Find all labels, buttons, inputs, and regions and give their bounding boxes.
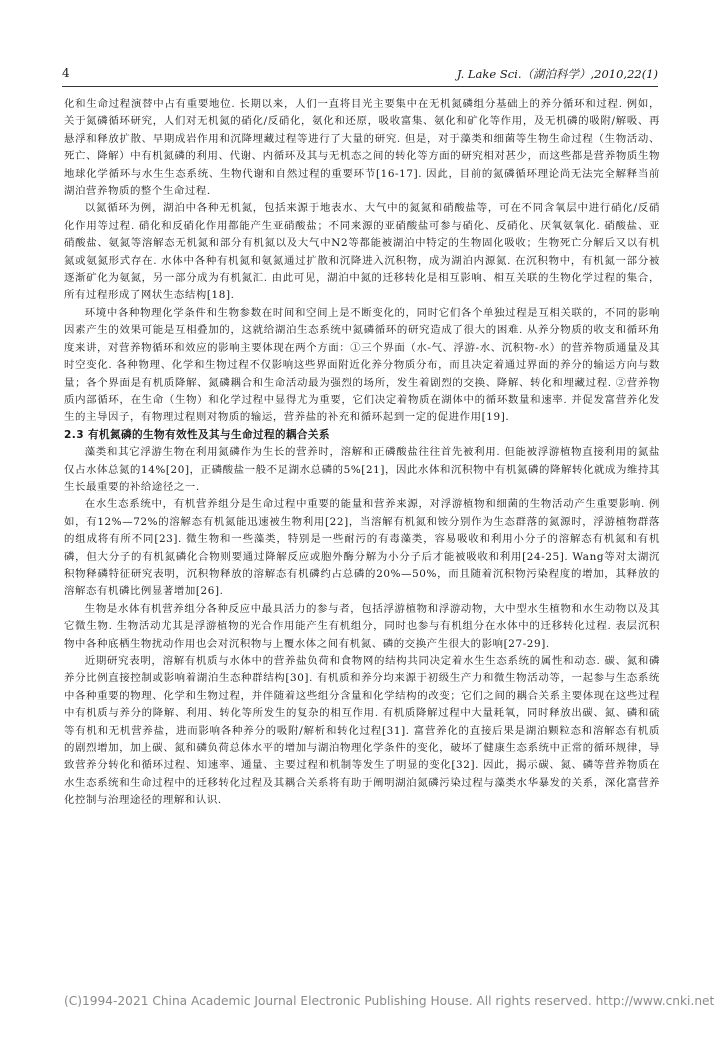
running-header: J. Lake Sci.（湖泊科学）,2010,22(1)	[456, 67, 658, 81]
paragraph-5: 在水生态系统中，有机营养组分是生命过程中重要的能量和营养来源，对浮游植物和细菌的生物活动产生重要影响. 例如，有12%—72%的溶解态有机氮能迅速被生物利用[22]，当溶解有机氮和铵分别作为生态群落的氮源时，浮游植物群落的组成将有所不同[23]. 微生物和一些藻类，特别是一些耐污的有毒藻类，容易吸收和利用小分子的溶解态有机氮和有机磷，但大分子的有机氮磷化合物则要通过降解反应或胞外酶分解为小分子后才能被吸收和利用[24-25]. Wang等对太湖沉积物释磷特征研究表明，沉积物释放的溶解态有机磷约占总磷的20%—50%，而且随着沉积物污染程度的增加，其释放的溶解态有机磷比例显著增加[26].	[64, 498, 660, 598]
paragraph-4: 藻类和其它浮游生物在利用氮磷作为生长的营养时，溶解和正磷酸盐往往首先被利用. 但能被浮游植物直接利用的氮盐仅占水体总氮的14%[20]，正磷酸盐一般不足湖水总磷的5%[21]，因此水体和沉积物中有机氮磷的降解转化就成为维持其生长最重要的补给途径之一.	[64, 446, 660, 493]
page-number: 4	[62, 66, 70, 80]
article-body	[64, 96, 660, 810]
paragraph-3: 环境中各种物理化学条件和生物参数在时间和空间上是不断变化的，同时它们各个单独过程是互相关联的，不同的影响因素产生的效果可能是互相叠加的，这就给湖泊生态系统中氮磷循环的研究造成了很大的困难. 从养分物质的收支和循环角度来讲，对营养物循环和效应的影响主要体现在两个方面：①三个界面（水-气、浮游-水、沉积物-水）的营养物质通量及其时空变化. 各种物理、化学和生物过程不仅影响这些界面附近化养分物质分布，而且决定着通过界面的养分的输运方向与数量；各个界面是有机质降解、氮磷耦合和生命活动最为强烈的场所，发生着剧烈的交换、降解、转化和埋藏过程. ②营养物质内部循环，在生命（生物）和化学过程中显得尤为重要，它们决定着物质在湖体中的循环数量和速率. 并促发富营养化发生的主导因子，有物理过程则对物质的输运，营养盐的补充和循环起到一定的促进作用[19].	[64, 306, 660, 424]
header-rule	[62, 86, 658, 87]
paragraph-6: 生物是水体有机营养组分各种反应中最具活力的参与者，包括浮游植物和浮游动物，大中型水生植物和水生动物以及其它微生物. 生物活动尤其是浮游植物的光合作用能产生有机组分，同时也参与有机组分在水体中的迁移转化过程. 表层沉积物中各种底栖生物扰动作用也会对沉积物与上覆水体之间有机氮、磷的交换产生很大的影响[27-29].	[64, 602, 660, 650]
section-heading: 2.3 有机氮磷的生物有效性及其与生命过程的耦合关系	[64, 428, 330, 441]
paragraph-1: 化和生命过程演替中占有重要地位. 长期以来，人们一直将目光主要集中在无机氮磷组分基础上的养分循环和过程. 例如，关于氮磷循环研究，人们对无机氮的硝化/反硝化，氨化和还原，吸收富集、氨化和矿化等作用，及无机磷的吸附/解吸、再悬浮和释放扩散、早期成岩作用和沉降埋藏过程等进行了大量的研究. 但是，对于藻类和细菌等生物生命过程（生物活动、死亡、降解）中有机氮磷的利用、代谢、内循环及其与无机态之间的转化等方面的研究相对甚少，而这些都是营养物质生物地球化学循环与水生生态系统、生物代谢和自然过程的重要环节[16-17]. 因此，目前的氮磷循环理论尚无法完全解释当前湖泊营养物质的整个生命过程.	[64, 98, 660, 198]
paragraph-7: 近期研究表明，溶解有机质与水体中的营养盐负荷和食物网的结构共同决定着水生生态系统的属性和动态. 碳、氮和磷养分比例直接控制或影响着湖泊生态种群结构[30]. 有机质和养分均来源于初级生产力和微生物活动等，一起参与生态系统中各种重要的物理、化学和生物过程，并伴随着这些组分含量和化学结构的改变；它们之间的耦合关系主要体现在这些过程中有机质与养分的降解、利用、转化等所发生的复杂的相互作用. 有机质降解过程中大量耗氧，同时释放出碳、氮、磷和硫等有机和无机营养盐，进而影响各种养分的吸附/解析和转化过程[31]. 富营养化的直接后果是湖泊颗粒态和溶解态有机质的剧烈增加，加上碳、氮和磷负荷总体水平的增加与湖泊物理化学条件的变化，破坏了健康生态系统中正常的循环规律，导致营养分转化和循环过程、知速率、通量、主要过程和机制等发生了明显的变化[32]. 因此，揭示碳、氮、磷等营养物质在水生态系统和生命过程中的迁移转化过程及其耦合关系将有助于阐明湖泊氮磷污染过程与藻类水华暴发的关系，深化富营养化控制与治理途径的理解和认识.	[64, 655, 660, 807]
paragraph-2: 以氮循环为例，湖泊中各种无机氮，包括来源于地表水、大气中的氮氮和硝酸盐等，可在不同含氧层中进行硝化/反硝化作用等过程. 硝化和反硝化作用都能产生亚硝酸盐；不同来源的亚硝酸盐可参与硝化、反硝化、厌氧氨氧化. 硝酸盐、亚硝酸盐、氨氮等溶解态无机氮和部分有机氮以及大气中N2等都能被湖泊中特定的生物固化吸收；生物死亡分解后又以有机氮或氨氮形式存在. 水体中各种有机氮和氨氮通过扩散和沉降进入沉积物，成为湖泊内源氮. 在沉积物中，有机氮一部分被逐渐矿化为氨氮，另一部分成为有机氮汇. 由此可见，湖泊中氮的迁移转化是相互影响、相互关联的生物化学过程的集合，所有过程形成了网状生态结构[18].	[64, 202, 660, 302]
copyright-footer: (C)1994-2021 China Academic Journal Electronic Publishing House. All rights reserved. http://www.cnki.net	[64, 994, 715, 1008]
